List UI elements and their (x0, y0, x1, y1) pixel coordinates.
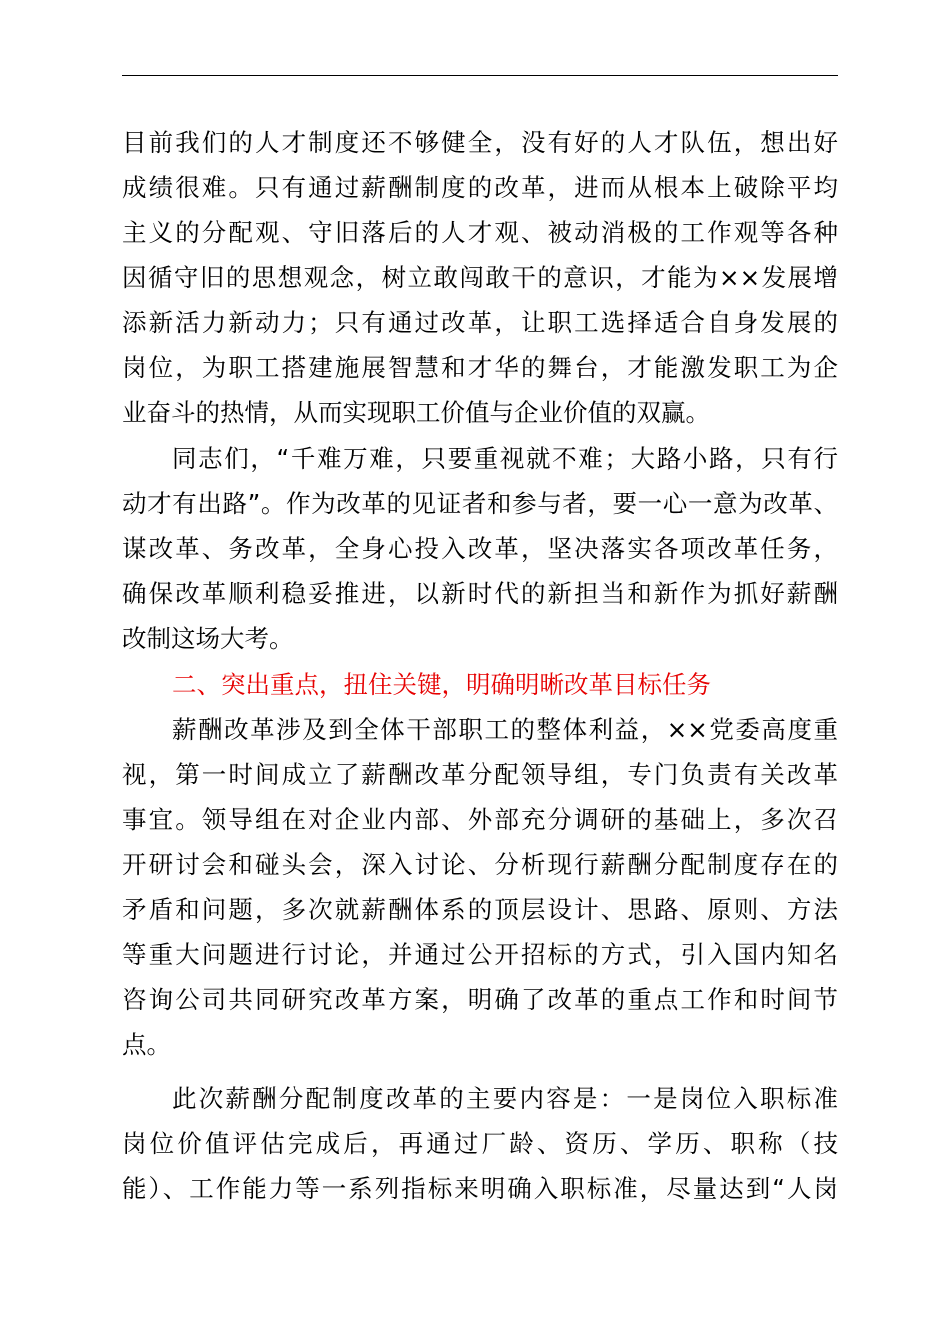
text-line: 咨询公司共同研究改革方案，明确了改革的重点工作和时间节 (122, 985, 838, 1014)
text-line: 改制这场大考。 (122, 624, 294, 653)
paragraph (122, 1076, 838, 1211)
text-line: 动才有出路”。作为改革的见证者和参与者，要一心一意为改革、 (122, 489, 838, 518)
text-line: 此次薪酬分配制度改革的主要内容是：一是岗位入职标准 (172, 1084, 838, 1113)
text-line: 目前我们的人才制度还不够健全，没有好的人才队伍，想出好 (122, 128, 838, 157)
text-line: 开研讨会和碰头会，深入讨论、分析现行薪酬分配制度存在的 (122, 850, 838, 879)
text-line: 视，第一时间成立了薪酬改革分配领导组，专门负责有关改革 (122, 760, 838, 789)
text-line: 确保改革顺利稳妥推进，以新时代的新担当和新作为抓好薪酬 (122, 579, 838, 608)
text-line: 事宜。领导组在对企业内部、外部充分调研的基础上，多次召 (122, 805, 838, 834)
text-line: 等重大问题进行讨论，并通过公开招标的方式，引入国内知名 (122, 940, 838, 969)
text-line: 因循守旧的思想观念，树立敢闯敢干的意识，才能为××发展增 (122, 263, 838, 292)
text-line: 业奋斗的热情，从而实现职工价值与企业价值的双赢。 (122, 398, 710, 427)
text-line: 主义的分配观、守旧落后的人才观、被动消极的工作观等各种 (122, 218, 838, 247)
paragraph (122, 120, 838, 435)
text-line: 同志们，“千难万难，只要重视就不难；大路小路，只有行 (172, 444, 838, 473)
text-line: 岗位价值评估完成后，再通过厂龄、资历、学历、职称（技 (122, 1129, 838, 1158)
paragraph (122, 707, 838, 1067)
text-line: 能）、工作能力等一系列指标来明确入职标准，尽量达到“人岗 (122, 1174, 838, 1203)
document-body (122, 120, 838, 1211)
text-line: 点。 (122, 1030, 171, 1059)
text-line: 添新活力新动力；只有通过改革，让职工选择适合自身发展的 (122, 308, 838, 337)
text-line: 岗位，为职工搭建施展智慧和才华的舞台，才能激发职工为企 (122, 353, 838, 382)
text-line: 薪酬改革涉及到全体干部职工的整体利益，××党委高度重 (172, 715, 838, 744)
paragraph (122, 436, 838, 661)
text-line: 矛盾和问题，多次就薪酬体系的顶层设计、思路、原则、方法 (122, 895, 838, 924)
text-line: 成绩很难。只有通过薪酬制度的改革，进而从根本上破除平均 (122, 173, 838, 202)
text-line: 谋改革、务改革，全身心投入改革，坚决落实各项改革任务， (122, 534, 838, 563)
section-heading: 二、突出重点，扭住关键，明确明晰改革目标任务 (172, 670, 711, 699)
header-rule (122, 75, 838, 76)
